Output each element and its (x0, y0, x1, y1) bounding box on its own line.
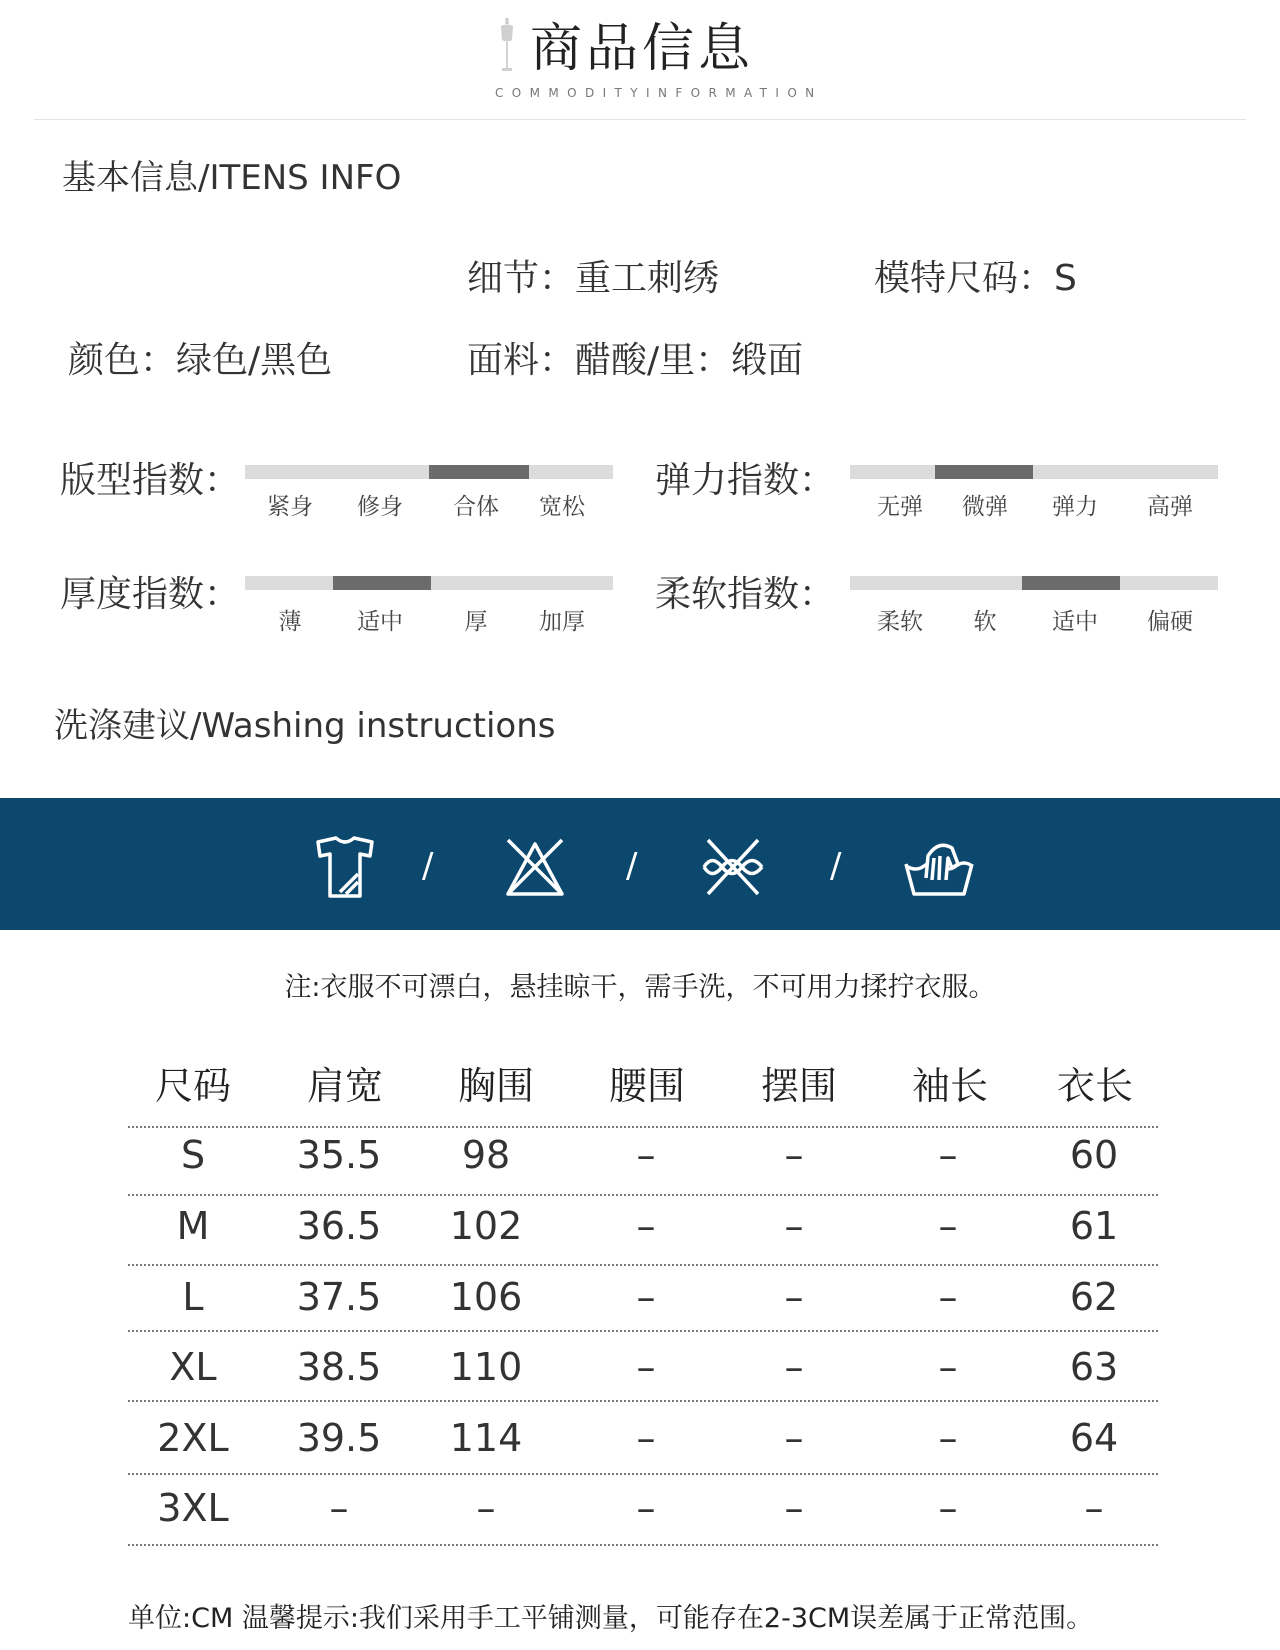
table-cell: 61 (1069, 1204, 1119, 1248)
table-cell: XL (169, 1345, 217, 1389)
fit-index-bar (245, 465, 613, 479)
table-cell: – (938, 1486, 958, 1530)
fit-option: 宽松 (539, 494, 585, 520)
mannequin-icon (497, 18, 517, 74)
table-cell: – (636, 1204, 656, 1248)
table-cell: M (176, 1204, 210, 1248)
washing-heading: 洗涤建议/Washing instructions (54, 706, 556, 746)
table-cell: 110 (449, 1345, 523, 1389)
row-divider (128, 1400, 1158, 1402)
measurement-note: 单位:CM 温馨提示:我们采用手工平铺测量，可能存在2-3CM误差属于正常范围。 (128, 1603, 1094, 1634)
detail-text: 细节：重工刺绣 (467, 258, 720, 299)
table-cell: – (636, 1275, 656, 1319)
page-title: 商品信息 (530, 19, 755, 79)
softness-index-label: 柔软指数： (655, 574, 836, 615)
washing-note: 注:衣服不可漂白，悬挂晾干，需手洗，不可用力揉拧衣服。 (284, 972, 996, 1003)
softness-index-marker (1022, 576, 1120, 590)
table-cell: – (784, 1133, 804, 1177)
table-cell: – (784, 1275, 804, 1319)
table-cell: – (938, 1416, 958, 1460)
table-cell: 63 (1069, 1345, 1119, 1389)
thickness-index-marker (333, 576, 431, 590)
thickness-option: 适中 (357, 609, 403, 635)
no-wring-icon (700, 834, 766, 900)
color-text: 颜色：绿色/黑色 (68, 340, 333, 381)
fit-index-label: 版型指数： (60, 460, 241, 501)
table-cell: – (938, 1345, 958, 1389)
model-size-text: 模特尺码：S (874, 258, 1077, 299)
table-cell: – (784, 1345, 804, 1389)
no-bleach-icon (502, 834, 568, 900)
table-cell: – (938, 1133, 958, 1177)
fit-option: 合体 (453, 494, 499, 520)
table-cell: 64 (1069, 1416, 1119, 1460)
washing-icons-band (0, 798, 1280, 930)
table-cell: – (938, 1204, 958, 1248)
table-cell: – (784, 1416, 804, 1460)
hand-wash-icon (902, 834, 976, 900)
header-divider (34, 119, 1246, 120)
icon-separator: / (422, 846, 434, 886)
row-divider (128, 1330, 1158, 1332)
table-cell: – (636, 1486, 656, 1530)
elasticity-index-label: 弹力指数： (655, 460, 836, 501)
softness-index-bar (850, 576, 1218, 590)
table-cell: 114 (449, 1416, 523, 1460)
table-cell: L (182, 1275, 204, 1319)
table-cell: S (180, 1133, 206, 1177)
fit-option: 紧身 (267, 494, 313, 520)
table-header: 衣长 (1056, 1064, 1133, 1108)
softness-option: 适中 (1052, 609, 1098, 635)
hang-dry-icon (312, 834, 378, 900)
table-cell: 35.5 (296, 1133, 382, 1177)
thickness-option: 厚 (464, 609, 488, 635)
elasticity-option: 弹力 (1052, 494, 1098, 520)
table-cell: 2XL (157, 1416, 229, 1460)
table-cell: 106 (449, 1275, 523, 1319)
thickness-option: 薄 (278, 609, 302, 635)
table-cell: 60 (1069, 1133, 1119, 1177)
table-cell: 37.5 (296, 1275, 382, 1319)
softness-option: 柔软 (877, 609, 923, 635)
table-cell: – (329, 1486, 349, 1530)
row-divider (128, 1264, 1158, 1266)
elasticity-index-bar (850, 465, 1218, 479)
table-cell: – (636, 1133, 656, 1177)
table-cell: 39.5 (296, 1416, 382, 1460)
table-cell: 36.5 (296, 1204, 382, 1248)
table-cell: – (476, 1486, 496, 1530)
table-cell: 3XL (157, 1486, 229, 1530)
softness-option: 偏硬 (1147, 609, 1193, 635)
table-cell: – (636, 1345, 656, 1389)
row-divider (128, 1473, 1158, 1475)
thickness-option: 加厚 (539, 609, 585, 635)
table-header: 袖长 (911, 1064, 988, 1108)
table-cell: 102 (449, 1204, 523, 1248)
icon-separator: / (626, 846, 638, 886)
fabric-text: 面料：醋酸/里：缎面 (467, 340, 804, 381)
table-cell: – (636, 1416, 656, 1460)
table-cell: – (938, 1275, 958, 1319)
row-divider (128, 1126, 1158, 1128)
page-subtitle: COMMODITYINFORMATION (495, 86, 823, 100)
table-cell: – (1084, 1486, 1104, 1530)
thickness-index-label: 厚度指数： (60, 574, 241, 615)
elasticity-option: 无弹 (877, 494, 923, 520)
softness-option: 软 (973, 609, 997, 635)
table-cell: – (784, 1486, 804, 1530)
thickness-index-bar (245, 576, 613, 590)
table-header: 摆围 (760, 1064, 837, 1108)
elasticity-option: 高弹 (1147, 494, 1193, 520)
table-cell: 38.5 (296, 1345, 382, 1389)
table-header: 尺码 (154, 1064, 231, 1108)
elasticity-index-marker (935, 465, 1033, 479)
icon-separator: / (830, 846, 842, 886)
row-divider (128, 1194, 1158, 1196)
table-header: 肩宽 (306, 1064, 383, 1108)
table-cell: 98 (461, 1133, 511, 1177)
elasticity-option: 微弹 (962, 494, 1008, 520)
table-cell: – (784, 1204, 804, 1248)
row-divider (128, 1544, 1158, 1546)
table-header: 胸围 (457, 1064, 534, 1108)
fit-option: 修身 (357, 494, 403, 520)
fit-index-marker (429, 465, 529, 479)
basic-info-heading: 基本信息/ITENS INFO (62, 158, 402, 198)
table-cell: 62 (1069, 1275, 1119, 1319)
table-header: 腰围 (608, 1064, 685, 1108)
